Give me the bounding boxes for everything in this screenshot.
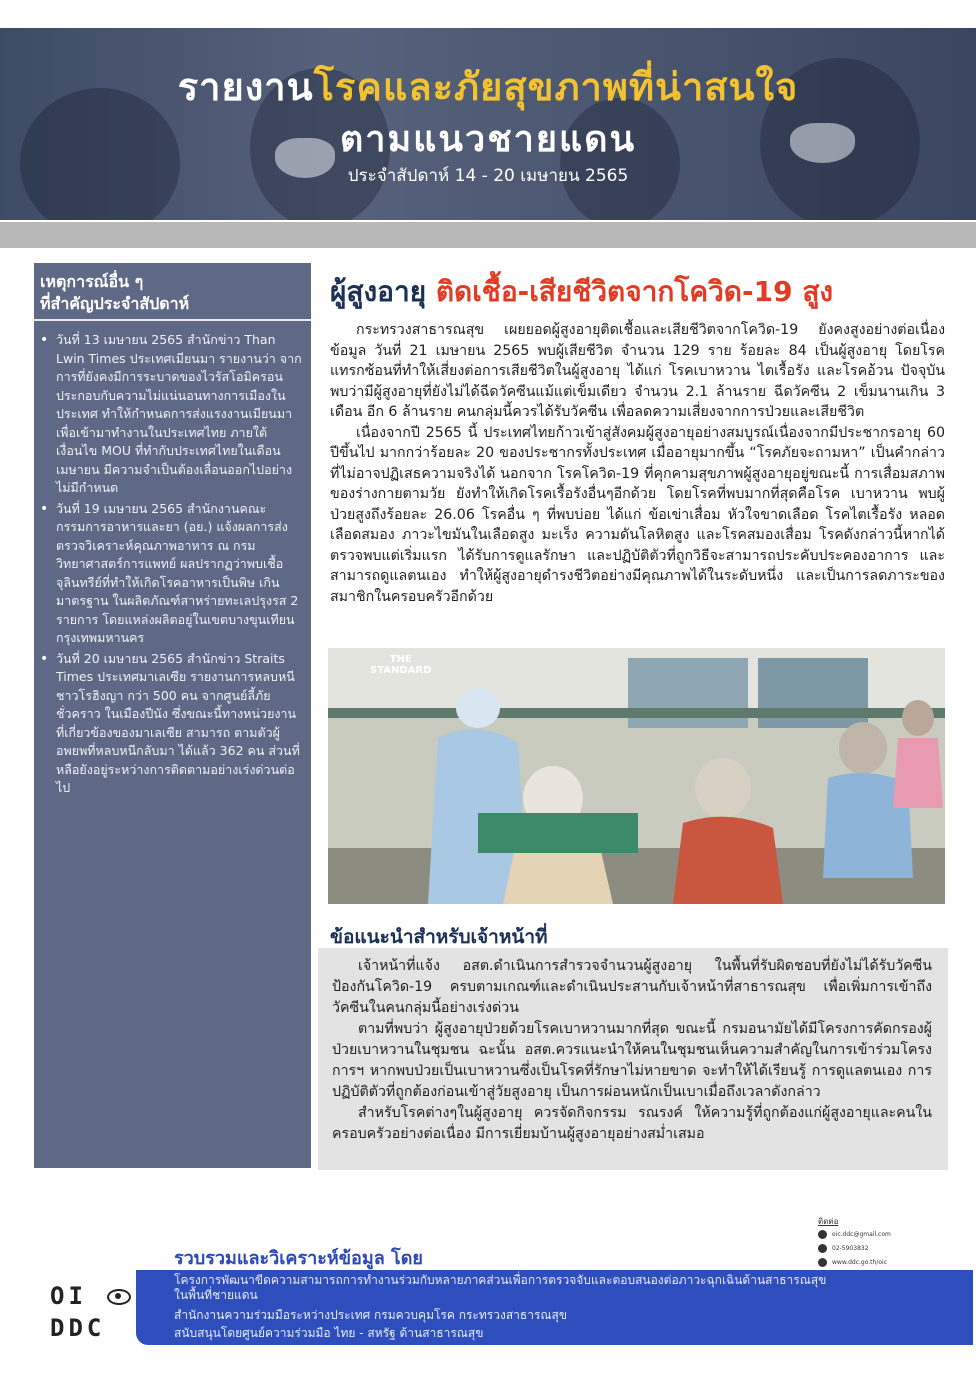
advice-heading: ข้อแนะนำสำหรับเจ้าหน้าที่ <box>330 926 548 948</box>
contact-web-text: www.ddc.go.th/oic <box>832 1259 887 1266</box>
headline-part-1: ผู้สูงอายุ <box>330 275 427 308</box>
eye-icon <box>107 1289 131 1305</box>
sidebar-heading-line-2: ที่สำคัญประจำสัปดาห์ <box>40 294 190 313</box>
article-paragraph: เนื่องจากปี 2565 นี้ ประเทศไทยก้าวเข้าสู่สังคมผู้สูงอายุอย่างสมบูรณ์เนื่องจากมีประชากรอายุ 60 ปีขึ้นไป มากกว่าร้อยละ 20 ของประชากรทั้งประเทศ เมื่ออายุมากขึ้น “โรคภัยจะถามหา” เป็นคำกล่าวที่ไม่อาจปฏิเสธความจริงได้ นอกจาก โรคโควิด-19 ที่คุกคามสุขภาพผู้สูงอายุอยู่ขณะนี้ การเสื่อมสภาพของร่างกายตามวัย ยังทำให้เกิดโรคเรื้อรังอื่นๆอีกด้วย โดยโรคที่พบมากที่สุดคือโรค เบาหวาน พบผู้ป่วยสูงถึงร้อยละ 26.06 โรคอื่น ๆ ที่พบบ่อย ได้แก่ ข้อเข่าเสื่อม หัวใจขาดเลือด โรคไตเรื้อรัง หลอดเลือดสมอง ภาวะไขมันในเลือดสูง มะเร็ง ความดันโลหิตสูง และโรคสมองเสื่อม โรคดังกล่าวนี้หากได้ตรวจพบแต่เริ่มแรก ได้รับการดูแลรักษา และปฏิบัติตัวที่ถูกวิธีจะสามารถประคับประคองอาการ และสามารถดูแลตนเอง ทำให้ผู้สูงอายุดำรงชีวิตอย่างมีคุณภาพได้ในระดับหนึ่ง และเป็นการลดภาระของสมาชิกในครอบครัวอีกด้วย <box>330 424 945 605</box>
watermark-line-2: STANDARD <box>370 665 432 676</box>
advice-paragraph: สำหรับโรคต่างๆในผู้สูงอายุ ควรจัดกิจกรรม รณรงค์ ให้ความรู้ที่ถูกต้องแก่ผู้สูงอายุและคนในครอบครัวอย่างต่อเนื่อง มีการเยี่ยมบ้านผู้สูงอายุอย่างสม่ำเสมอ <box>332 1105 932 1142</box>
headline-part-2: ติดเชื้อ-เสียชีวิตจากโควิด-19 สูง <box>426 275 834 308</box>
event-item: • วันที่ 13 เมษายน 2565 สำนักข่าว Than Lwin Times ประเทศเมียนมา รายงานว่า จากการที่ยังคงมีการระบาดของไวรัสโอมิครอน ประกอบกับความไม่แน่นอนทางการเมืองในประเทศ ทำให้กำหนดการส่งแรงงานเมียนมา เพื่อเข้ามาทำงานในประเทศไทย ภายใต้เงื่อนไข MOU ที่ทำกับประเทศไทยในเดือนเมษายน มีความจำเป็นต้องเลื่อนออกไปอย่างไม่มีกำหนด <box>40 331 305 498</box>
project-line: ในพื้นที่ชายแดน <box>174 1288 258 1302</box>
office-line: สำนักงานความร่วมมือระหว่างประเทศ กรมควบคุมโรค กระทรวงสาธารณสุข <box>174 1308 568 1322</box>
contact-email-text: oic.ddc@gmail.com <box>832 1231 891 1238</box>
contact-heading: ติดต่อ <box>818 1217 839 1226</box>
article-body <box>330 320 945 607</box>
event-item: • วันที่ 19 เมษายน 2565 สำนักงานคณะกรรมการอาหารและยา (อย.) แจ้งผลการส่งตรวจวิเคราะห์คุณภาพอาหาร ณ กรมวิทยาศาสตร์การแพทย์ ผลปรากฏว่าพบเชื้อจุลินทรีย์ที่ทำให้เกิดโรคอาหารเป็นพิษ เกินมาตรฐาน ในผลิตภัณฑ์สาหร่ายทะเลปรุงรส 2 รายการ โดยแหล่งผลิตอยู่ในเขตบางขุนเทียน กรุงเทพมหานคร <box>40 500 305 648</box>
photo-illustration <box>328 648 945 904</box>
watermark-line-1: THE <box>389 654 412 665</box>
logo-line-1: OI <box>50 1282 87 1310</box>
advice-paragraph: ตามที่พบว่า ผู้สูงอายุป่วยด้วยโรคเบาหวานมากที่สุด ขณะนี้ กรมอนามัยได้มีโครงการคัดกรองผู้ป่วยเบาหวานในชุมชน ฉะนั้น อสต.ควรแนะนำให้คนในชุมชนเห็นความสำคัญในการเข้าร่วมโครงการฯ หากพบป่วยเป็นเบาหวานซึ่งเป็นโรคที่รักษาไม่หายขาด จะทำให้ได้เรียนรู้ การดูแลตนเอง การปฏิบัติตัวที่ถูกต้องก่อนเข้าสู่วัยสูงอายุ เป็นการผ่อนหนักเป็นเบาเมื่อถึงเวลาดังกล่าว <box>332 1021 932 1100</box>
event-list <box>34 331 311 798</box>
phone-icon <box>818 1244 827 1253</box>
sidebar-heading-line-1: เหตุการณ์อื่น ๆ <box>40 272 144 291</box>
logo-line-2: DDC <box>50 1314 106 1342</box>
photo-watermark <box>370 654 431 676</box>
project-line: โครงการพัฒนาขีดความสามารถการทำงานร่วมกับหลายภาคส่วนเพื่อการตรวจจับและตอบสนองต่อภาวะฉุกเฉินด้านสาธารณสุข <box>174 1273 827 1287</box>
contact-phone[interactable] <box>818 1244 869 1253</box>
event-item: • วันที่ 20 เมษายน 2565 สำนักข่าว Straits Times ประเทศมาเลเซีย รายงานการหลบหนีชาวโรฮิงญา กว่า 500 คน จากศูนย์ลี้ภัยชั่วคราว ในเมืองปีนัง ซึ่งขณะนี้ทางหน่วยงาน ที่เกี่ยวข้องของมาเลเซีย สามารถ ตามตัวผู้อพยพที่หลบหนีกลับมา ได้แล้ว 362 คน ส่วนที่หลือยังอยู่ระหว่างการติดตามอย่างเร่งด่วนต่อไป <box>40 650 305 798</box>
page-title <box>0 56 976 117</box>
compiled-by-heading: รวบรวมและวิเคราะห์ข้อมูล โดย <box>174 1248 423 1269</box>
web-icon <box>818 1258 827 1267</box>
oi-ddc-logo <box>50 1280 131 1344</box>
divider-bar <box>0 222 976 248</box>
page-title-line-2: ตามแนวชายแดน <box>339 119 637 160</box>
contact-email[interactable] <box>818 1230 891 1239</box>
contact-phone-text: 02-5903832 <box>832 1245 869 1252</box>
advice-text <box>332 956 932 1145</box>
title-part-1: รายงาน <box>177 65 314 109</box>
email-icon <box>818 1230 827 1239</box>
vaccination-photo <box>328 648 945 904</box>
other-events-sidebar <box>34 263 311 1168</box>
contact-web[interactable] <box>818 1258 887 1267</box>
advice-paragraph: เจ้าหน้าที่แจ้ง อสต.ดำเนินการสำรวจจำนวนผู้สูงอายุ ในพื้นที่รับผิดชอบที่ยังไม่ได้รับวัคซีนป้องกันโควิด-19 ครบตามเกณฑ์และดำเนินประสานกับเจ้าหน้าที่สาธารณสุข เพื่อเพิ่มการเข้าถึงวัคซีนในคนกลุ่มนี้อย่างเร่งด่วน <box>332 958 932 1016</box>
support-line: สนับสนุนโดยศูนย์ความร่วมมือ ไทย - สหรัฐ ด้านสาธารณสุข <box>174 1326 484 1340</box>
project-info-box <box>136 1270 973 1345</box>
article-headline <box>330 270 950 314</box>
advice-box <box>318 948 948 1170</box>
article-paragraph: กระทรวงสาธารณสุข เผยยอดผู้สูงอายุติดเชื้อและเสียชีวิตจากโควิด-19 ยังคงสูงอย่างต่อเนื่อง ข้อมูล วันที่ 21 เมษายน 2565 พบผู้เสียชีวิต จำนวน 129 ราย ร้อยละ 84 เป็นผู้สูงอายุ โดยโรคแทรกซ้อนที่ทำให้เสี่ยงต่อการเสียชีวิตในผู้สูงอายุ ได้แก่ โรคเบาหวาน ไตเรื้อรัง และโรคอ้วน ปัจจุบัน พบว่ามีผู้สูงอายุที่ยังไม่ได้ฉีดวัคซีนแม้แต่เข็มเดียว จำนวน 2.1 ล้านราย ฉีดวัคซีน 2 เข็มนานเกิน 3 เดือน อีก 6 ล้านราย คนกลุ่มนี้ควรได้รับวัคซีน เพื่อลดความเสี่ยงจากการป่วยและเสียชีวิต <box>330 322 945 420</box>
sidebar-heading <box>34 263 311 321</box>
week-subtitle: ประจำสัปดาห์ 14 - 20 เมษายน 2565 <box>347 166 629 186</box>
title-part-2: โรคและภัยสุขภาพที่น่าสนใจ <box>313 65 799 109</box>
